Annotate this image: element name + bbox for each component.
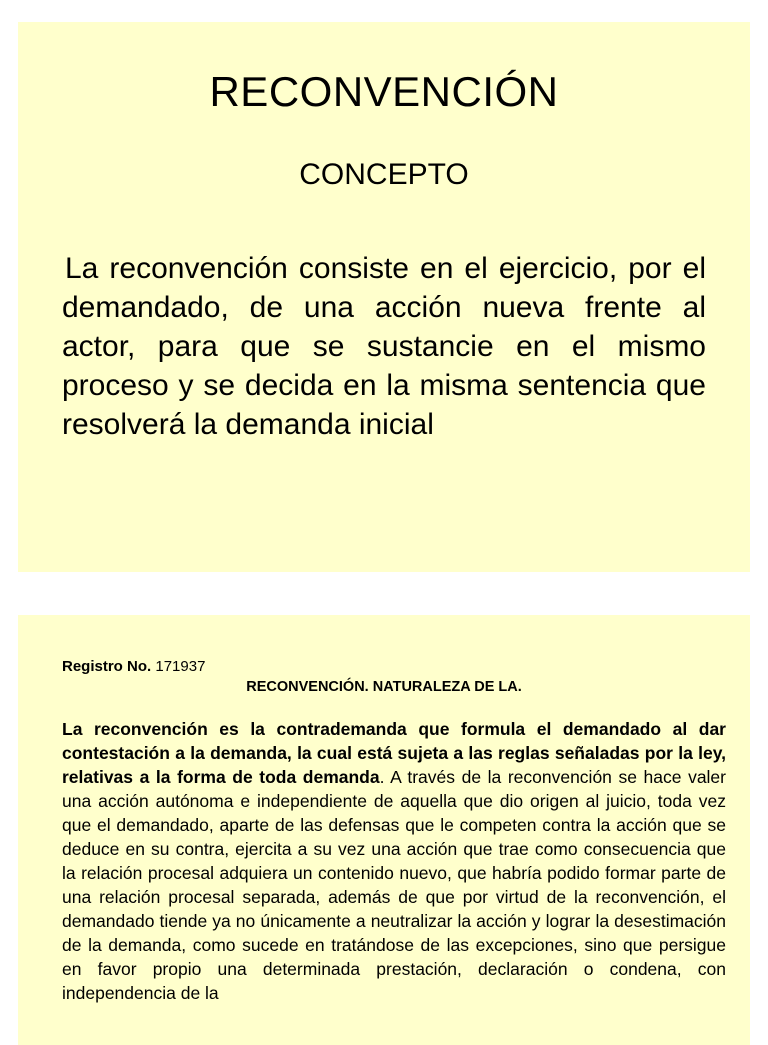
- thesis-body-bold: La reconvención es la contrademanda que formula el demandado al dar contestación a la demanda, la cual está sujeta a las reglas señaladas por la ley, relativas a la forma de toda demanda: [62, 719, 726, 787]
- registro-number: 171937: [155, 658, 206, 675]
- slide-title: RECONVENCIÓN: [209, 68, 559, 115]
- thesis-body: [62, 717, 726, 1005]
- slide-subtitle: CONCEPTO: [299, 158, 469, 191]
- slide-concepto: [18, 22, 750, 572]
- slide-tesis: [18, 615, 750, 1045]
- registro-line: [62, 658, 205, 676]
- registro-label: Registro No.: [62, 658, 152, 675]
- thesis-body-regular: . A través de la reconvención se hace valer una acción autónoma e independiente de aquella que dio origen al juicio, toda vez que el demandado, aparte de las defensas que le competen contra la acción que se deduce en su contra, ejercita a su vez una acción que trae como consecuencia que la relación procesal adquiera un contenido nuevo, que habría podido formar parte de una relación procesal separada, además de que por virtud de la reconvención, el demandado tiende ya no únicamente a neutralizar la acción y lograr la desestimación de la demanda, como sucede en tratándose de las excepciones, sino que persigue en favor propio una determinada prestación, declaración o condena, con independencia de la: [62, 767, 726, 1003]
- thesis-heading: RECONVENCIÓN. NATURALEZA DE LA.: [246, 679, 522, 695]
- definition-text: La reconvención consiste en el ejercicio, por el demandado, de una acción nueva frente al actor, para que se sustancie en el mismo proceso y se decida en la misma sentencia que resolverá la demanda inicial: [62, 252, 706, 441]
